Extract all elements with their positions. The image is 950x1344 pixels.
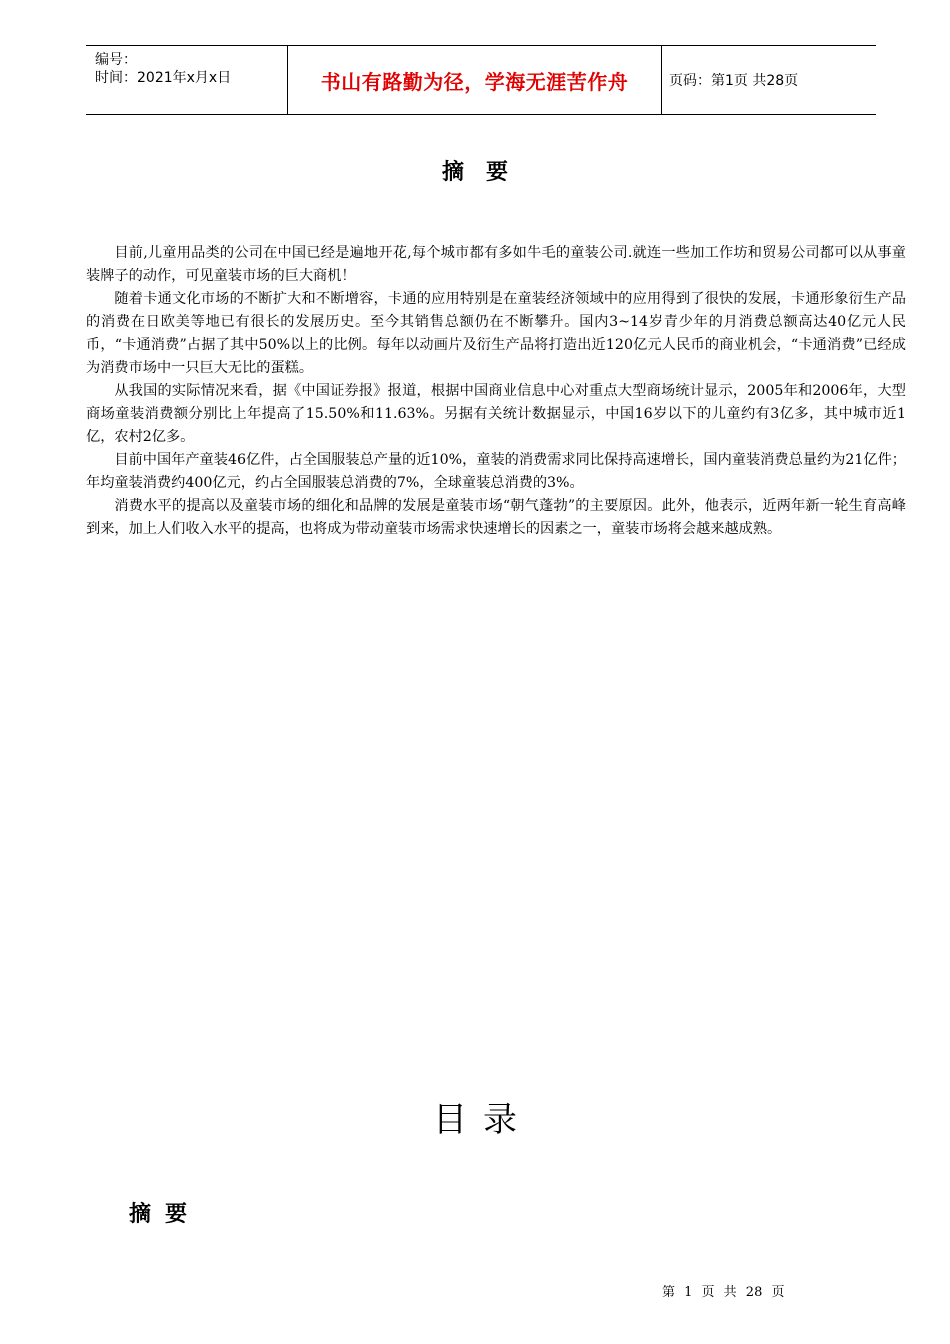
abstract-paragraph: 目前,儿童用品类的公司在中国已经是遍地开花,每个城市都有多如牛毛的童装公司.就连一些加工作坊和贸易公司都可以从事童装牌子的动作，可见童装市场的巨大商机！: [86, 245, 906, 284]
time-label: 时间：2021年x月x日: [95, 70, 232, 86]
toc-title: 目录: [433, 1100, 533, 1140]
document-header: [86, 45, 876, 115]
abstract-title: 摘要: [441, 159, 530, 185]
header-page-info: 页码：第1页 共28页: [669, 73, 799, 89]
toc-entry[interactable]: 摘要: [129, 1201, 202, 1227]
abstract-body: [86, 242, 906, 541]
header-meta: [86, 46, 287, 114]
page-footer: 第 1 页 共 28 页: [662, 1285, 785, 1300]
abstract-paragraph: 从我国的实际情况来看，据《中国证券报》报道，根据中国商业信息中心对重点大型商场统计显示，2005年和2006年，大型商场童装消费额分别比上年提高了15.50%和11.63%。另据有关统计数据显示，中国16岁以下的儿童约有3亿多，其中城市近1亿，农村2亿多。: [86, 383, 906, 445]
number-label: 编号：: [95, 52, 137, 68]
header-motto: 书山有路勤为径，学海无涯苦作舟: [287, 46, 662, 114]
abstract-paragraph: 消费水平的提高以及童装市场的细化和品牌的发展是童装市场“朝气蓬勃”的主要原因。此外，他表示，近两年新一轮生育高峰到来，加上人们收入水平的提高，也将成为带动童装市场需求快速增长的因素之一，童装市场将会越来越成熟。: [86, 498, 906, 537]
abstract-paragraph: 目前中国年产童装46亿件，占全国服装总产量的近10%，童装的消费需求同比保持高速增长，国内童装消费总量约为21亿件；年均童装消费约400亿元，约占全国服装总消费的7%，全球童装总消费的3%。: [86, 452, 906, 491]
abstract-paragraph: 随着卡通文化市场的不断扩大和不断增容，卡通的应用特别是在童装经济领域中的应用得到了很快的发展，卡通形象衍生产品的消费在日欧美等地已有很长的发展历史。至今其销售总额仍在不断攀升。国内3~14岁青少年的月消费总额高达40亿元人民币，“卡通消费”占据了其中50%以上的比例。每年以动画片及衍生产品将打造出近120亿元人民币的商业机会，“卡通消费”已经成为消费市场中一只巨大无比的蛋糕。: [86, 291, 906, 376]
